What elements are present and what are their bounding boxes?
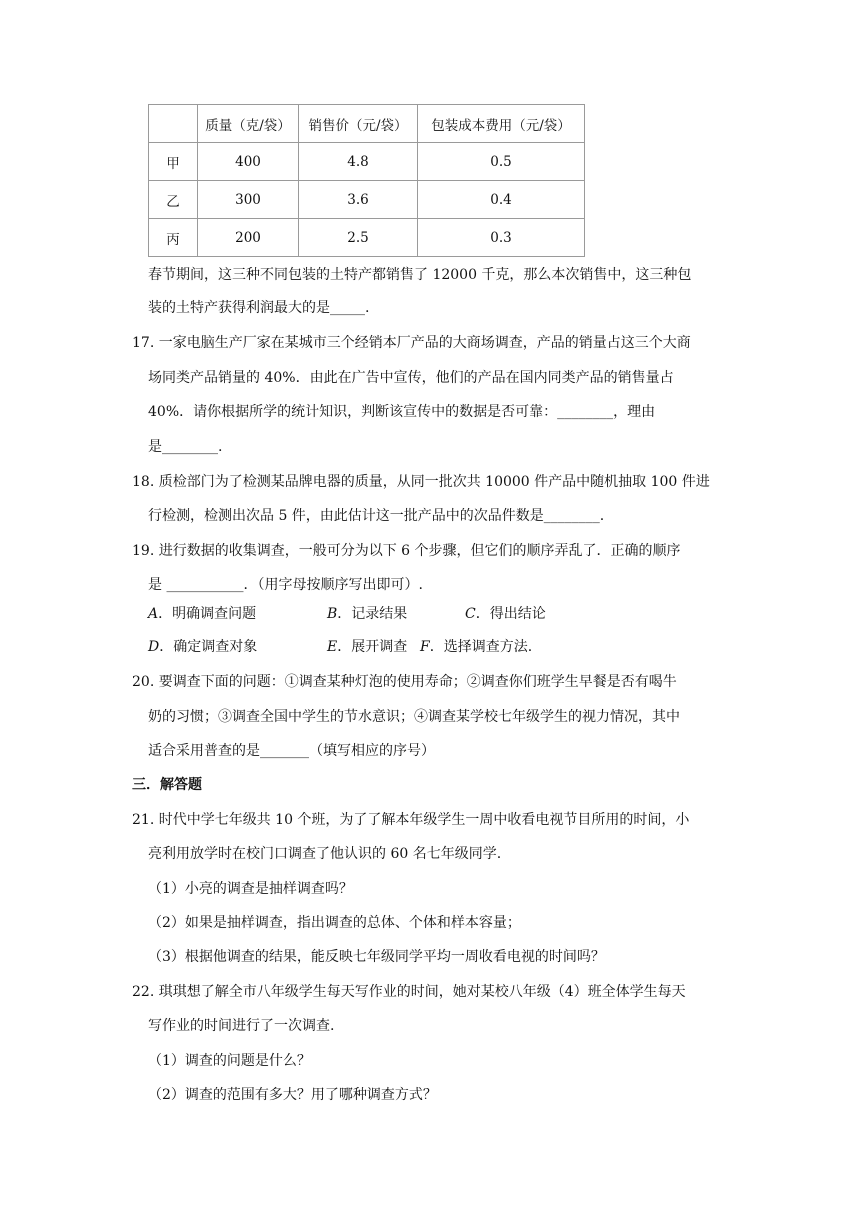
table-cell: 4.8 (299, 143, 418, 181)
q21-line: 亮利用放学时在校门口调查了他认识的 60 名七年级同学. (148, 846, 502, 862)
q21-sub: （3）根据他调查的结果，能反映七年级同学平均一周收看电视的时间吗？ (148, 949, 605, 965)
table-row (149, 219, 585, 257)
price-table (148, 104, 585, 257)
option-text: ．展开调查 (337, 639, 408, 655)
q22-line: 22. 琪琪想了解全市八年级学生每天写作业的时间，她对某校八年级（4）班全体学生每天 (132, 984, 686, 1000)
q18-line: 行检测，检测出次品 5 件，由此估计这一批产品中的次品件数是________. (148, 508, 605, 524)
option-text: ．明确调查问题 (158, 606, 257, 622)
q16-line: 装的土特产获得利润最大的是_____. (148, 300, 370, 316)
q17-line: 17. 一家电脑生产厂家在某城市三个经销本厂产品的大商场调查，产品的销量占这三个大商 (132, 335, 691, 351)
q19-option-d (148, 637, 257, 657)
q17-line: 是________. (148, 439, 223, 455)
q21-line: 21. 时代中学七年级共 10 个班，为了了解本年级学生一周中收看电视节目所用的时间，小 (132, 812, 690, 828)
table-cell: 200 (198, 219, 299, 257)
q18-line: 18. 质检部门为了检测某品牌电器的质量，从同一批次共 10000 件产品中随机抽取 100 件进 (132, 474, 710, 490)
table-header-row (149, 105, 585, 143)
option-text: ．选择调查方法. (429, 639, 533, 655)
section-title: 三．解答题 (132, 777, 202, 793)
table-row (149, 143, 585, 181)
option-text: ．记录结果 (337, 606, 408, 622)
q16-line: 春节期间，这三种不同包装的土特产都销售了 12000 千克，那么本次销售中，这三种包 (148, 267, 692, 283)
q21-sub: （1）小亮的调查是抽样调查吗？ (148, 881, 353, 897)
q19-option-b (327, 604, 407, 624)
table-cell: 乙 (149, 181, 198, 219)
option-letter: D (148, 639, 160, 655)
q20-line: 奶的习惯；③调查全国中学生的节水意识；④调查某学校七年级学生的视力情况，其中 (148, 709, 680, 725)
table-header-cell: 质量（克/袋） (198, 105, 299, 143)
option-letter: C (465, 606, 476, 622)
table-cell: 0.5 (418, 143, 585, 181)
table-header-cell: 包装成本费用（元/袋） (418, 105, 585, 143)
q20-line: 适合采用普查的是_______（填写相应的序号） (148, 743, 435, 759)
option-letter: A (148, 606, 159, 622)
table-cell: 0.3 (418, 219, 585, 257)
q17-line: 40%．请你根据所学的统计知识，判断该宣传中的数据是否可靠：________，理由 (148, 404, 656, 420)
q20-line: 20. 要调查下面的问题：①调查某种灯泡的使用寿命；②调查你们班学生早餐是否有喝牛 (132, 674, 677, 690)
q22-sub: （1）调查的问题是什么？ (148, 1053, 311, 1069)
q19-line: 是 ___________．（用字母按顺序写出即可）. (148, 577, 423, 593)
table-header-cell (149, 105, 198, 143)
q19-option-c (465, 604, 546, 624)
table-row (149, 181, 585, 219)
table-cell: 300 (198, 181, 299, 219)
table-cell: 2.5 (299, 219, 418, 257)
q22-line: 写作业的时间进行了一次调查. (148, 1018, 335, 1034)
table-header-cell: 销售价（元/袋） (299, 105, 418, 143)
q19-line: 19. 进行数据的收集调查，一般可分为以下 6 个步骤，但它们的顺序弄乱了．正确的顺序 (132, 543, 681, 559)
option-letter: E (327, 639, 338, 655)
option-letter: F (420, 639, 430, 655)
q19-option-f (420, 637, 532, 657)
option-letter: B (327, 606, 338, 622)
table-cell: 3.6 (299, 181, 418, 219)
q21-sub: （2）如果是抽样调查，指出调查的总体、个体和样本容量； (148, 915, 521, 931)
option-text: ．确定调查对象 (159, 639, 258, 655)
q22-sub: （2）调查的范围有多大？用了哪种调查方式？ (148, 1087, 437, 1103)
option-text: ．得出结论 (475, 606, 546, 622)
q19-option-a (148, 604, 256, 624)
table-cell: 400 (198, 143, 299, 181)
table-cell: 0.4 (418, 181, 585, 219)
q17-line: 场同类产品销量的 40%．由此在广告中宣传，他们的产品在国内同类产品的销售量占 (148, 370, 674, 386)
table-cell: 甲 (149, 143, 198, 181)
q19-option-e (327, 637, 407, 657)
table-cell: 丙 (149, 219, 198, 257)
